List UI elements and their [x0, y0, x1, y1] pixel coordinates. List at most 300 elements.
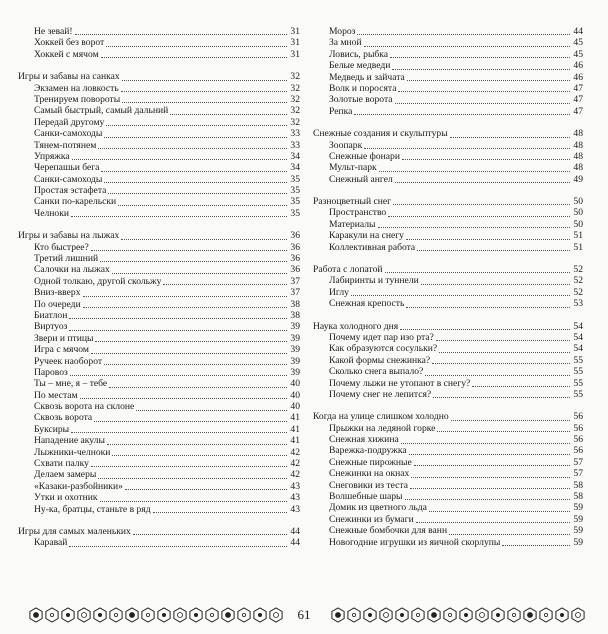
toc-entry-page: 49	[573, 173, 583, 185]
toc-section-heading	[313, 196, 583, 207]
dot-leader	[72, 158, 287, 160]
section-spacer	[313, 253, 583, 264]
toc-entry-title: Новогодние игрушки из яичной скорлупы	[329, 536, 501, 548]
dot-leader	[425, 374, 570, 376]
ornament-dot	[146, 613, 149, 616]
toc-entry-title: Снежная крепость	[329, 298, 405, 310]
toc-entry-title: Игра с мячом	[34, 344, 89, 356]
toc-entry-page: 34	[290, 162, 300, 174]
ornament-dot	[576, 613, 581, 618]
toc-entry-page: 59	[573, 525, 583, 537]
toc-entry-page: 32	[290, 71, 300, 83]
toc-entry-title: Репка	[329, 105, 353, 117]
toc-entry-title: Санки-самоходы	[34, 173, 103, 185]
toc-entry	[18, 253, 300, 264]
toc-entry	[313, 151, 583, 162]
toc-entry-title: Прыжки на ледяной горке	[329, 422, 436, 434]
toc-entry-page: 40	[290, 389, 300, 401]
toc-entry-title: Экзамен на ловкость	[34, 82, 119, 94]
toc-entry-page: 37	[290, 287, 300, 299]
dot-leader	[136, 409, 287, 411]
dot-leader	[94, 420, 287, 422]
toc-entry-title: Самый быстрый, самый дальний	[34, 105, 169, 117]
toc-entry-page: 44	[573, 26, 583, 37]
toc-entry	[18, 208, 300, 219]
toc-entry-title: Снежная хижина	[329, 434, 399, 446]
dot-leader	[401, 442, 570, 444]
toc-entry-title: Лабиринты и туннели	[329, 275, 419, 287]
ornament-hexagon	[174, 608, 186, 622]
toc-entry-title: Передай другому	[34, 116, 105, 128]
toc-entry-title: Лыжники-челноки	[34, 446, 111, 458]
ornament-dot	[336, 613, 341, 618]
dot-leader	[421, 283, 570, 285]
toc-entry-page: 52	[573, 275, 583, 287]
toc-entry-page: 31	[290, 26, 300, 37]
decorative-border-left	[28, 606, 286, 624]
toc-entry-title: Волшебные шары	[329, 491, 403, 503]
toc-entry	[313, 389, 583, 400]
ornament-hexagon	[540, 608, 552, 622]
toc-entry-title: Снежинки на окнах	[329, 468, 410, 480]
toc-entry-page: 52	[573, 264, 583, 276]
toc-entry-page: 54	[573, 320, 583, 332]
dot-leader	[390, 56, 570, 58]
toc-entry-page: 39	[290, 355, 300, 367]
dot-leader	[432, 362, 570, 364]
dot-leader	[80, 397, 287, 399]
dot-leader	[437, 430, 570, 432]
ornament-dot	[560, 613, 563, 616]
toc-entry-page: 40	[290, 401, 300, 413]
toc-entry-page: 43	[290, 492, 300, 504]
toc-entry-title: Виртуоз	[34, 321, 68, 333]
dot-leader	[112, 272, 287, 274]
ornament-dot	[274, 613, 279, 618]
dot-leader	[71, 431, 287, 433]
toc-entry-title: По очереди	[34, 298, 81, 310]
toc-entry	[313, 106, 583, 117]
toc-entry	[18, 196, 300, 207]
toc-entry-page: 56	[573, 411, 583, 423]
dot-leader	[83, 306, 287, 308]
dot-leader	[121, 90, 287, 92]
ornament-hexagon	[444, 608, 456, 622]
toc-entry-title: Снежные создания и скульптуры	[313, 128, 448, 140]
dot-leader	[416, 521, 570, 523]
toc-entry-title: Снежный ангел	[329, 173, 393, 185]
toc-entry-title: Каравай	[34, 537, 68, 549]
ornament-hexagon	[238, 608, 250, 622]
toc-entry-page: 32	[290, 105, 300, 117]
ornament-dot	[464, 613, 467, 616]
dot-leader	[407, 79, 570, 81]
toc-entry-title: Схвати палку	[34, 458, 89, 470]
toc-entry-page: 46	[573, 71, 583, 83]
toc-entry-title: Снежные фонари	[329, 150, 400, 162]
dot-leader	[417, 249, 570, 251]
dot-leader	[100, 500, 288, 502]
toc-entry-page: 55	[573, 377, 583, 389]
toc-entry-title: Игры для самых маленьких	[18, 526, 131, 537]
ornament-dot	[258, 613, 261, 616]
dot-leader	[104, 363, 287, 365]
toc-entry	[18, 287, 300, 298]
toc-entry-title: Работа с лопатой	[313, 264, 383, 276]
toc-entry-title: Коллективная работа	[329, 241, 416, 253]
toc-entry-page: 54	[573, 331, 583, 343]
dot-leader	[109, 386, 287, 388]
page-footer	[0, 604, 608, 626]
toc-entry-page: 36	[290, 253, 300, 265]
dot-leader	[379, 170, 570, 172]
toc-entry	[313, 94, 583, 105]
ornament-hexagon	[270, 608, 282, 622]
toc-entry-page: 50	[573, 196, 583, 208]
toc-entry-page: 35	[290, 173, 300, 185]
toc-entry-page: 48	[573, 139, 583, 151]
toc-entry-title: Санки по-карельски	[34, 196, 117, 208]
toc-entry-page: 52	[573, 286, 583, 298]
toc-entry-title: Снежные пирожные	[329, 456, 412, 468]
dot-leader	[106, 45, 287, 47]
ornament-dot	[368, 613, 371, 616]
toc-entry	[313, 343, 583, 354]
toc-entry-title: Волк и поросята	[329, 82, 397, 94]
toc-entry	[313, 49, 583, 60]
dot-leader	[450, 136, 570, 138]
dot-leader	[472, 385, 570, 387]
ornament-dot	[448, 613, 451, 616]
dot-leader	[100, 260, 287, 262]
toc-entry	[18, 276, 300, 287]
toc-entry-page: 58	[573, 491, 583, 503]
dot-leader	[354, 113, 570, 115]
dot-leader	[104, 136, 287, 138]
ornament-hexagon	[206, 608, 218, 622]
toc-entry	[313, 446, 583, 457]
toc-entry-title: Материалы	[329, 218, 376, 230]
toc-entry-page: 43	[290, 503, 300, 515]
dot-leader	[108, 192, 287, 194]
dot-leader	[69, 317, 287, 319]
toc-entry-title: Тянем-потянем	[34, 139, 97, 151]
toc-entry-page: 59	[573, 502, 583, 514]
dot-leader	[125, 488, 287, 490]
toc-entry-page: 55	[573, 388, 583, 400]
toc-entry-page: 44	[290, 526, 300, 537]
toc-entry-page: 32	[290, 82, 300, 94]
toc-entry-page: 48	[573, 128, 583, 140]
dot-leader	[98, 477, 287, 479]
toc-entry	[18, 299, 300, 310]
ornament-dot	[432, 613, 437, 618]
ornament-dot	[98, 613, 101, 616]
toc-section-heading	[313, 321, 583, 332]
toc-entry-title: Ну-ка, братцы, станьте в ряд	[34, 503, 151, 515]
toc-entry-page: 39	[290, 321, 300, 333]
dot-leader	[107, 443, 287, 445]
ornament-hexagon	[380, 608, 392, 622]
dot-leader	[385, 271, 571, 273]
dot-leader	[83, 295, 287, 297]
toc-entry	[18, 49, 300, 60]
toc-entry-page: 57	[573, 456, 583, 468]
toc-entry-title: Биатлон	[34, 309, 68, 321]
toc-entry-page: 55	[573, 354, 583, 366]
toc-entry-page: 56	[573, 445, 583, 457]
toc-entry-title: Иглу	[329, 286, 349, 298]
dot-leader	[411, 476, 570, 478]
toc-entry	[313, 275, 583, 286]
toc-entry	[18, 83, 300, 94]
toc-entry-page: 39	[290, 332, 300, 344]
toc-entry-page: 36	[290, 241, 300, 253]
section-spacer	[313, 185, 583, 196]
dot-leader	[133, 533, 287, 535]
toc-entry-page: 51	[573, 241, 583, 253]
toc-entry	[18, 401, 300, 412]
ornament-dot	[242, 613, 245, 616]
toc-entry	[18, 504, 300, 515]
toc-entry	[313, 468, 583, 479]
toc-entry-page: 54	[573, 343, 583, 355]
toc-entry	[18, 435, 300, 446]
toc-entry	[18, 367, 300, 378]
ornament-dot	[210, 613, 213, 616]
toc-entry	[18, 242, 300, 253]
toc-entry-title: Когда на улице слишком холодно	[313, 411, 449, 423]
toc-entry-title: Варежка-подружка	[329, 445, 407, 457]
toc-entry	[18, 413, 300, 424]
toc-entry-page: 45	[573, 48, 583, 60]
dot-leader	[406, 306, 570, 308]
toc-entry-title: Челноки	[34, 207, 70, 219]
toc-entry-page: 53	[573, 298, 583, 310]
toc-entry-page: 59	[573, 513, 583, 525]
section-spacer	[18, 60, 300, 71]
toc-entry-title: Пространство	[329, 207, 387, 219]
dot-leader	[429, 510, 570, 512]
toc-entry-title: Зоопарк	[329, 139, 363, 151]
toc-entry	[313, 332, 583, 343]
toc-entry-page: 38	[290, 298, 300, 310]
toc-entry	[313, 72, 583, 83]
dot-leader	[395, 181, 570, 183]
toc-entry	[313, 174, 583, 185]
toc-entry-page: 44	[290, 537, 300, 549]
toc-entry	[18, 105, 300, 116]
ornament-dot	[512, 613, 515, 616]
ornament-dot	[34, 613, 39, 618]
section-spacer	[313, 400, 583, 411]
dot-leader	[388, 215, 570, 217]
toc-entry-title: Сквозь ворота	[34, 412, 93, 424]
toc-entry-title: Почему идет пар изо рта?	[329, 331, 434, 343]
toc-entry-page: 34	[290, 150, 300, 162]
toc-entry-title: Буксиры	[34, 423, 70, 435]
toc-entry-page: 51	[573, 230, 583, 242]
dot-leader	[406, 238, 570, 240]
section-spacer	[18, 515, 300, 526]
toc-entry	[313, 514, 583, 525]
toc-entry	[18, 37, 300, 48]
toc-entry-page: 33	[290, 128, 300, 140]
ornament-dot	[50, 613, 53, 616]
toc-entry-page: 37	[290, 275, 300, 287]
toc-entry-page: 42	[290, 469, 300, 481]
toc-entry	[313, 298, 583, 309]
dot-leader	[106, 124, 287, 126]
dot-leader	[170, 113, 287, 115]
dot-leader	[410, 487, 570, 489]
dot-leader	[69, 329, 287, 331]
toc-entry-title: Санки-самоходы	[34, 128, 103, 140]
ornament-dot	[480, 613, 485, 618]
dot-leader	[91, 352, 287, 354]
toc-entry-page: 36	[290, 230, 300, 242]
dot-leader	[436, 339, 570, 341]
ornament-dot	[162, 613, 165, 616]
dot-leader	[393, 203, 570, 205]
dot-leader	[122, 79, 287, 81]
ornament-dot	[384, 613, 389, 618]
ornament-dot	[400, 613, 403, 616]
toc-entry-title: Ты – мне, я – тебе	[34, 378, 108, 390]
toc-entry-title: Мульт-парк	[329, 162, 377, 174]
toc-entry-title: Как образуются сосульки?	[329, 343, 438, 355]
ornament-dot	[226, 613, 231, 618]
toc-entry-title: «Казаки-разбойники»	[34, 480, 123, 492]
toc-entry-page: 35	[290, 185, 300, 197]
toc-entry-page: 32	[290, 116, 300, 128]
toc-entry-title: Третий лишний	[34, 253, 99, 265]
dot-leader	[91, 465, 287, 467]
toc-entry	[18, 162, 300, 173]
toc-entry-page: 31	[290, 37, 300, 49]
toc-entry-page: 41	[290, 435, 300, 447]
toc-entry-page: 57	[573, 468, 583, 480]
toc-entry	[313, 537, 583, 548]
toc-entry-title: Домик из цветного льда	[329, 502, 427, 514]
ornament-hexagon	[508, 608, 520, 622]
dot-leader	[70, 374, 287, 376]
ornament-dot	[130, 613, 135, 618]
toc-entry-title: Утки и охотник	[34, 492, 98, 504]
dot-leader	[409, 453, 570, 455]
toc-entry-title: Разноцветный снег	[313, 196, 392, 208]
toc-section-heading	[18, 230, 300, 241]
dot-leader	[400, 328, 570, 330]
ornament-dot	[178, 613, 183, 618]
toc-entry	[18, 481, 300, 492]
ornament-hexagon	[572, 608, 584, 622]
toc-entry	[313, 37, 583, 48]
toc-entry-title: Наука холодного дня	[313, 320, 399, 332]
toc-entry-page: 42	[290, 458, 300, 470]
toc-entry-title: Хоккей с мячом	[34, 48, 99, 60]
dot-leader	[75, 33, 287, 35]
decorative-border-right	[330, 606, 586, 624]
toc-entry-page: 50	[573, 218, 583, 230]
toc-entry	[313, 502, 583, 513]
dot-leader	[351, 294, 570, 296]
toc-entry	[18, 321, 300, 332]
toc-entry-page: 58	[573, 479, 583, 491]
toc-entry	[313, 423, 583, 434]
toc-section-heading	[313, 264, 583, 275]
dot-leader	[502, 544, 570, 546]
ornament-hexagon	[142, 608, 154, 622]
toc-entry-title: Почему снег не лепится?	[329, 388, 432, 400]
toc-entry-page: 47	[573, 82, 583, 94]
dot-leader	[439, 351, 570, 353]
toc-entry	[313, 525, 583, 536]
toc-entry-title: Каракули на снегу	[329, 230, 404, 242]
toc-entry	[18, 458, 300, 469]
section-spacer	[313, 310, 583, 321]
toc-entry-page: 42	[290, 446, 300, 458]
dot-leader	[451, 419, 570, 421]
toc-entry	[313, 26, 583, 37]
toc-entry	[313, 491, 583, 502]
toc-section-heading	[18, 526, 300, 537]
dot-leader	[153, 511, 287, 513]
toc-entry	[18, 117, 300, 128]
ornament-dot	[352, 613, 355, 616]
toc-entry-title: Медведь и зайчата	[329, 71, 405, 83]
toc-entry-title: Нападение акулы	[34, 435, 105, 447]
toc-entry	[313, 434, 583, 445]
toc-entry-page: 59	[573, 536, 583, 548]
toc-entry-page: 47	[573, 105, 583, 117]
toc-left-column	[18, 26, 300, 549]
toc-entry	[313, 457, 583, 468]
ornament-hexagon	[78, 608, 90, 622]
toc-entry-page: 46	[573, 60, 583, 72]
toc-entry-title: Салочки на лыжах	[34, 264, 110, 276]
ornament-dot	[114, 613, 117, 616]
dot-leader	[95, 340, 287, 342]
toc-entry	[313, 83, 583, 94]
toc-entry-page: 40	[290, 378, 300, 390]
dot-leader	[392, 68, 570, 70]
toc-entry	[18, 424, 300, 435]
toc-entry	[18, 174, 300, 185]
toc-entry-page: 56	[573, 434, 583, 446]
ornament-dot	[496, 613, 499, 616]
toc-entry	[313, 480, 583, 491]
toc-entry	[313, 242, 583, 253]
toc-entry	[313, 287, 583, 298]
toc-entry	[313, 162, 583, 173]
toc-entry	[18, 140, 300, 151]
dot-leader	[104, 181, 287, 183]
toc-entry	[18, 356, 300, 367]
toc-entry-page: 35	[290, 207, 300, 219]
dot-leader	[433, 396, 570, 398]
toc-entry	[18, 94, 300, 105]
ornament-hexagon	[412, 608, 424, 622]
ornament-hexagon	[46, 608, 58, 622]
toc-entry-page: 56	[573, 422, 583, 434]
toc-entry-page: 36	[290, 264, 300, 276]
ornament-dot	[528, 613, 533, 618]
toc-entry-page: 45	[573, 37, 583, 49]
toc-entry	[18, 378, 300, 389]
toc-entry-page: 48	[573, 150, 583, 162]
toc-entry-page: 50	[573, 207, 583, 219]
